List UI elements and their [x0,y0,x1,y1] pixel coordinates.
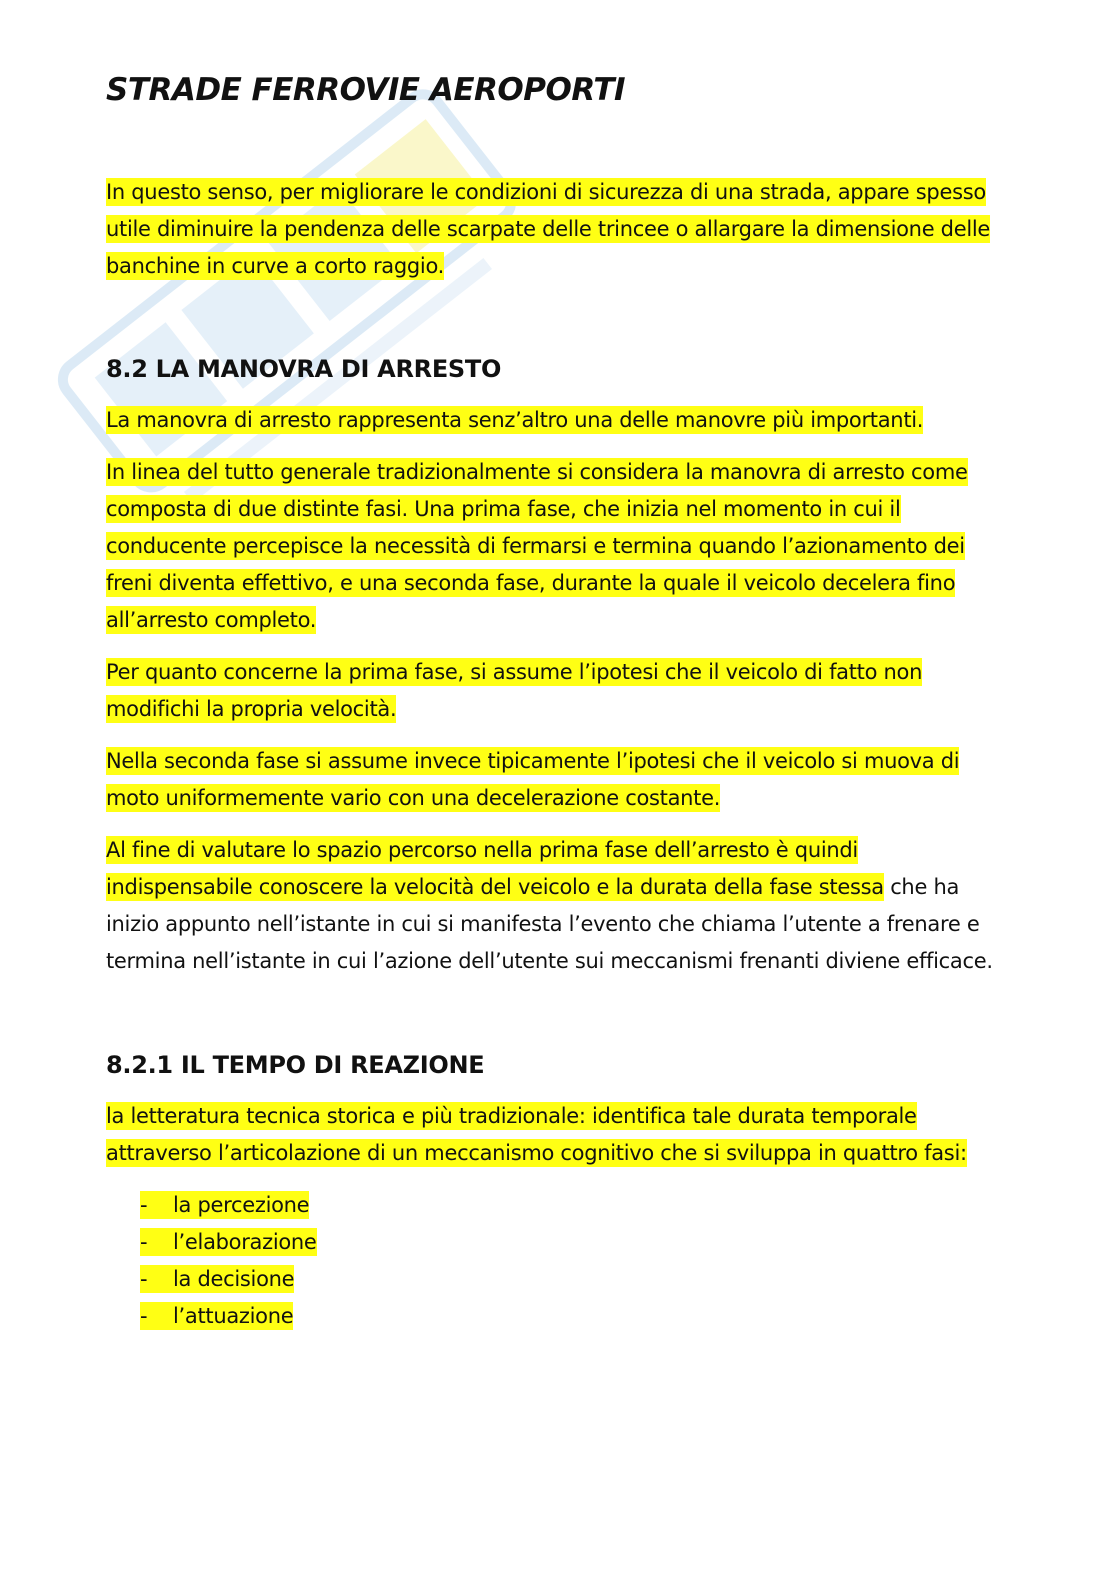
list-dash: - [140,1193,148,1217]
paragraph [106,654,1006,728]
document-title: STRADE FERROVIE AEROPORTI [106,72,625,108]
list-item-text: l’attuazione [173,1304,294,1328]
list-item [140,1298,1006,1335]
list-dash: - [140,1230,148,1254]
list-item [140,1261,1006,1298]
list-item [140,1187,1006,1224]
paragraph-text: la letteratura tecnica storica e più tradizionale: identifica tale durata temporale attraverso l’articolazione di un meccanismo cognitivo che si sviluppa in quattro fasi: [106,1104,967,1165]
document-page [106,68,1006,1335]
list-item-text: la percezione [173,1193,310,1217]
intro-paragraph-text: In questo senso, per migliorare le condizioni di sicurezza di una strada, appare spesso utile diminuire la pendenza delle scarpate delle trincee o allargare la dimensione delle banchine in curve a corto raggio. [106,180,991,278]
list-item-text: la decisione [173,1267,295,1291]
paragraph-text: Per quanto concerne la prima fase, si assume l’ipotesi che il veicolo di fatto non modifichi la propria velocità. [106,660,923,721]
paragraph-highlighted-text: Al fine di valutare lo spazio percorso nella prima fase dell’arresto è quindi indispensabile conoscere la velocità del veicolo e la durata della fase stessa [106,838,884,899]
list-item [140,1224,1006,1261]
paragraph-text: La manovra di arresto rappresenta senz’altro una delle manovre più importanti. [106,408,924,432]
intro-paragraph [106,174,1006,285]
paragraph-text: In linea del tutto generale tradizionalmente si considera la manovra di arresto come composta di due distinte fasi. Una prima fase, che inizia nel momento in cui il conducente percepisce la necessità di fermarsi e termina quando l’azionamento dei freni diventa effettivo, e una seconda fase, durante la quale il veicolo decelera fino all’arresto completo. [106,460,968,632]
section-heading-manovra-arresto: 8.2 LA MANOVRA DI ARRESTO [106,355,502,383]
paragraph-plain-text: che ha inizio appunto nell’istante in cui si manifesta l’evento che chiama l’utente a frenare e termina nell’istante in cui l’azione dell’utente sui meccanismi frenanti diviene efficace. [106,875,993,973]
paragraph [106,402,1006,439]
paragraph-text: Nella seconda fase si assume invece tipicamente l’ipotesi che il veicolo si muova di moto uniformemente vario con una decelerazione costante. [106,749,960,810]
paragraph [106,454,1006,639]
section-heading-tempo-reazione: 8.2.1 IL TEMPO DI REAZIONE [106,1051,485,1079]
list-dash: - [140,1304,148,1328]
paragraph [106,1098,1006,1172]
list-dash: - [140,1267,148,1291]
paragraph-mixed [106,832,1006,980]
phases-list [106,1187,1006,1335]
paragraph [106,743,1006,817]
list-item-text: l’elaborazione [173,1230,317,1254]
